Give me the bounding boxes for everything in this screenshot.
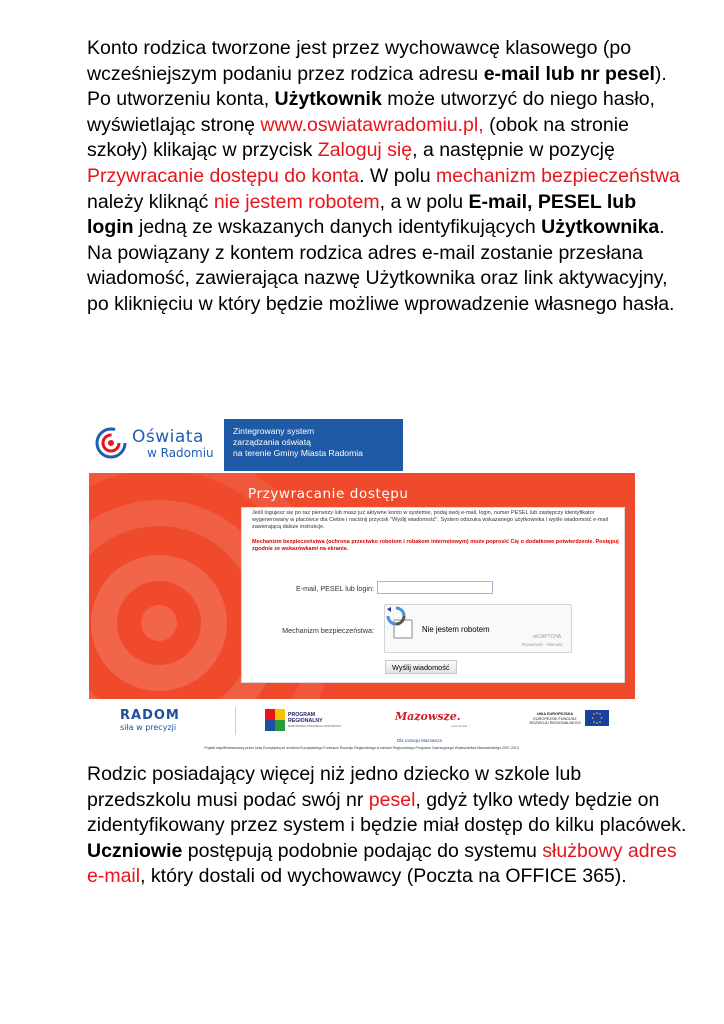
screenshot-recovery-page [87,413,636,755]
intro-url: www.oswiatawradomiu.pl, [260,113,484,136]
outro-students: Uczniowie [87,839,183,862]
eu-line-3: ROZWOJU REGIONALNEGO [529,721,581,726]
radom-logo: RADOM [120,708,180,723]
recaptcha-icon [385,605,407,627]
mazowsze-logo: Mazowsze. [395,710,461,723]
email-pesel-login-input[interactable] [377,581,493,594]
recovery-area [89,473,635,699]
outro-text-1: Rodzic posiadający więcej niż jedno dziecko w szkole lub przedszkolu musi podać swój nr [87,763,582,811]
recaptcha-brand: reCAPTCHA [532,634,562,640]
intro-recover: Przywracanie dostępu do konta [87,164,360,187]
recaptcha-label: Nie jestem robotem [422,625,490,634]
dla-rozwoju-mazowsza: Dla rozwoju Mazowsza [397,738,442,743]
eu-line-2: EUROPEJSKI FUNDUSZ [533,716,577,721]
system-line-2: zarządzania oświatą [233,437,311,447]
intro-text-4: (obok na stronie szkoły) klikając w przycisk [87,113,629,162]
security-mechanism-label: Mechanizm bezpieczeństwa: [282,626,374,635]
mazowsze-subtitle: serce Polski [451,724,468,728]
intro-text-10: . Na powiązany z kontem rodzica adres e-mail zostanie przesłana wiadomość, zawierająca nazwę Użytkownika oraz link aktywacyjny, po kliknięciu w który będzie możliwe wprowadzenie własnego hasła. [87,216,675,315]
outro-text-4: , który dostali od wychowawcy (Poczta na OFFICE 365). [140,865,627,888]
security-warning: Mechanizm bezpieczeństwa (ochrona przeciwko robotom i robakom internetowym) może poprosić Cię o dodatkowe potwierdzenie. Postępuj zgodnie ze wskazówkami na ekranie. [252,539,619,553]
program-subtitle: NARODOWA STRATEGIA SPÓJNOŚCI [288,724,342,728]
system-banner [224,419,403,471]
recovery-info-text: Jeśli logujesz się po raz pierwszy lub masz już aktywne konto w systemie, podaj swój e-mail, login, numer PESEL lub zastępczy identyfikator wygenerowany w placówce dla Ciebie i naciśnij przycisk "Wyślij wiadomość". System odszuka wskazanego użytkownika i wyśle wiadomość e-mail zawierającą dalsze instrukcje. [252,510,608,531]
program-regionalny-logo [288,712,323,724]
project-cofinancing-note: Projekt współfinansowany przez Unię Europejską ze środków Europejskiego Funduszu Rozwoju Regionalnego w ramach Regionalnego Programu Operacyjnego Województwa Mazowieckiego 2007-2013 [204,746,519,750]
intro-text-6: . W polu [359,164,437,187]
program-line-1: PROGRAM [288,712,316,718]
intro-user-2: Użytkownika [541,216,660,239]
recovery-form [241,507,625,683]
outro-official-email: służbowy adres e-mail [87,839,677,888]
eu-logo-text [527,712,583,726]
intro-login: Zaloguj się [317,139,413,162]
site-header [87,413,636,473]
intro-text-9: jedną ze wskazanych danych identyfikujących [133,216,542,239]
system-line-3: na terenie Gminy Miasta Radomia [233,448,363,458]
intro-text-7: należy kliknąć [87,190,214,213]
email-pesel-login-label: E-mail, PESEL lub login: [295,584,374,593]
program-regionalny-icon [265,709,285,731]
intro-user: Użytkownik [274,88,382,111]
recovery-title: Przywracanie dostępu [248,486,409,502]
logo-subtitle: w Radomiu [147,446,214,460]
outro-pesel: pesel [368,788,416,811]
intro-text-5: , a następnie w pozycję [412,139,615,162]
footer-divider [235,707,236,735]
intro-text-2: ). Po utworzeniu konta, [87,62,667,111]
intro-text-8: , a w polu [379,190,469,213]
intro-mechanism: mechanizm bezpieczeństwa [436,164,680,187]
program-line-2: REGIONALNY [288,718,323,724]
logo-name: Oświata [132,427,204,447]
send-message-button[interactable]: Wyślij wiadomość [385,660,457,674]
system-line-1: Zintegrowany system [233,426,315,436]
oswiata-logo-icon [95,427,127,459]
eu-line-1: UNIA EUROPEJSKA [536,712,574,716]
intro-paragraph [87,36,687,318]
eu-flag-icon [585,710,609,726]
intro-text-1: Konto rodzica tworzone jest przez wychowawcę klasowego (po wcześniejszym podaniu przez rodzica adresu [87,37,632,85]
intro-email-pesel: e-mail lub nr pesel [483,62,655,85]
intro-text-3: może utworzyć do niego hasło, wyświetlając stronę [87,88,655,136]
intro-not-robot: nie jestem robotem [213,190,380,213]
recaptcha-links[interactable]: Prywatność - Warunki [521,642,563,647]
radom-tagline: siła w precyzji [120,723,177,732]
outro-text-2: , gdyż tylko wtedy będzie on zidentyfikowany przez system i będzie miał dostęp do kilku placówek. [87,788,687,837]
sponsor-footer [87,699,636,755]
outro-text-3: postępują podobnie podając do systemu [182,839,543,862]
recaptcha-widget [384,604,572,653]
intro-field: E-mail, PESEL lub login [87,190,637,239]
outro-paragraph [87,762,687,890]
